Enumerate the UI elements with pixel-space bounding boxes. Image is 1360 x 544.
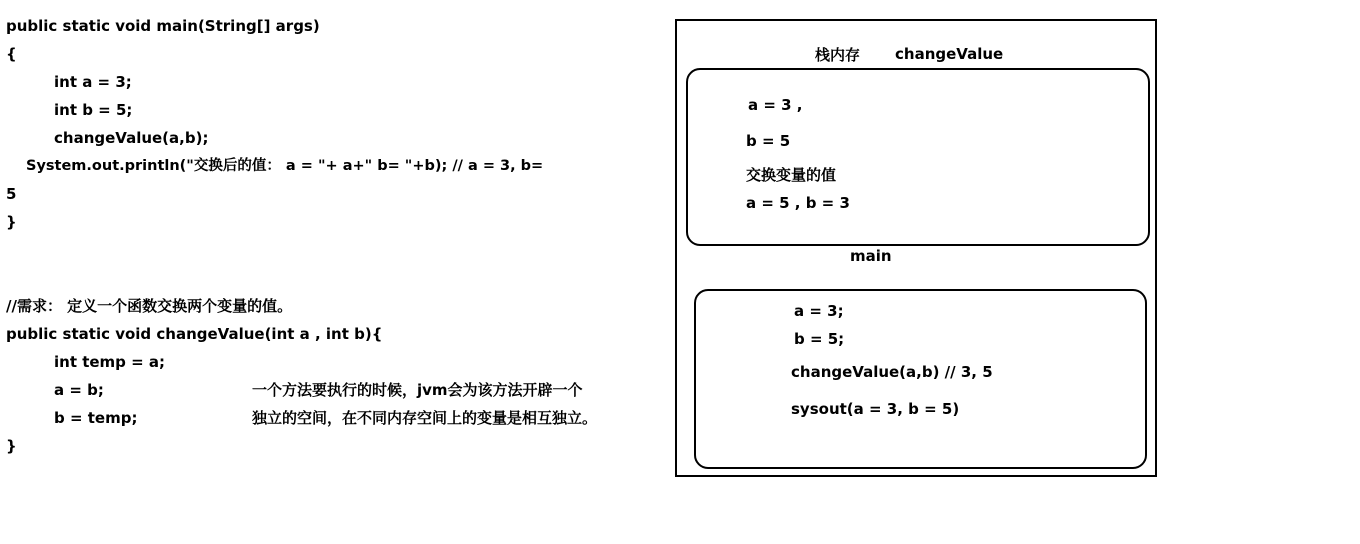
- change-close-brace: }: [6, 437, 17, 455]
- cv-frame-line-2: b = 5: [746, 132, 791, 150]
- main-frame-line-1: a = 3;: [794, 302, 844, 320]
- change-value-stack-frame: [686, 68, 1150, 246]
- main-call-change-value: changeValue(a,b);: [54, 129, 209, 147]
- requirement-comment: //需求： 定义一个函数交换两个变量的值。: [6, 297, 293, 315]
- change-temp-assign: int temp = a;: [54, 353, 166, 371]
- main-println-wrap: 5: [6, 185, 17, 203]
- main-frame-line-4: sysout(a = 3, b = 5): [791, 400, 960, 418]
- change-b-assign: b = temp;: [54, 409, 138, 427]
- note-line-2: 独立的空间，在不同内存空间上的变量是相互独立。: [252, 409, 598, 427]
- change-a-assign: a = b;: [54, 381, 104, 399]
- note-line-1: 一个方法要执行的时候，jvm会为该方法开辟一个: [252, 381, 583, 399]
- main-decl-a: int a = 3;: [54, 73, 132, 91]
- change-value-frame-label: changeValue: [895, 45, 1004, 63]
- change-value-signature: public static void changeValue(int a , int b){: [6, 325, 383, 343]
- cv-frame-line-4: a = 5 , b = 3: [746, 194, 850, 212]
- cv-frame-line-1: a = 3 ,: [748, 96, 803, 114]
- main-frame-label: main: [850, 247, 892, 265]
- stack-memory-title: 栈内存: [815, 46, 861, 64]
- main-frame-line-2: b = 5;: [794, 330, 845, 348]
- main-decl-b: int b = 5;: [54, 101, 133, 119]
- main-signature: public static void main(String[] args): [6, 17, 320, 35]
- main-frame-line-3: changeValue(a,b) // 3, 5: [791, 363, 993, 381]
- main-open-brace: {: [6, 45, 17, 63]
- main-println: System.out.println("交换后的值： a = "+ a+" b= "+b); // a = 3, b=: [26, 158, 544, 174]
- cv-frame-line-3: 交换变量的值: [746, 166, 837, 184]
- main-close-brace: }: [6, 213, 17, 231]
